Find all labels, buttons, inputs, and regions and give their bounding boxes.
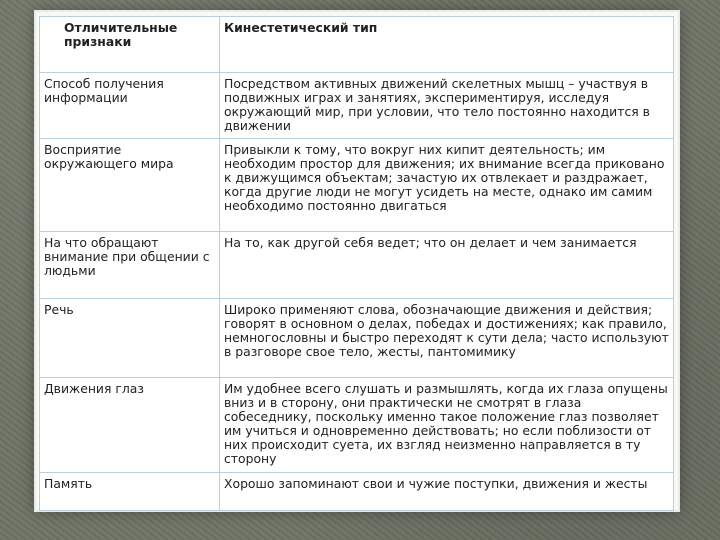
row-description: Им удобнее всего слушать и размышлять, когда их глаза опущены вниз и в сторону, они практически не смотрят в глаза собеседнику, поскольку именно такое положение глаз позволяет им учиться и одновременно действовать; но если поблизости от них происходит суета, их взгляд неизменно направляется в ту сторону [220, 378, 674, 473]
row-description: На то, как другой себя ведет; что он делает и чем занимается [220, 232, 674, 299]
table-row [40, 378, 674, 473]
table-row [40, 473, 674, 511]
table-row [40, 139, 674, 232]
row-description: Посредством активных движений скелетных мышц – участвуя в подвижных играх и занятиях, экспериментируя, исследуя окружающий мир, при условии, что тело постоянно находится в движении [220, 73, 674, 139]
row-feature: Речь [40, 299, 220, 378]
row-feature: Память [40, 473, 220, 511]
row-feature: Восприятие окружающего мира [40, 139, 220, 232]
table-header-row [40, 17, 674, 73]
row-description: Широко применяют слова, обозначающие движения и действия; говорят в основном о делах, победах и достижениях; как правило, немногословны и быстро переходят к сути дела; часто используют в разговоре свое тело, жесты, пантомимику [220, 299, 674, 378]
table-row [40, 73, 674, 139]
row-feature: На что обращают внимание при общении с людьми [40, 232, 220, 299]
comparison-table [39, 16, 674, 511]
row-description: Хорошо запоминают свои и чужие поступки, движения и жесты [220, 473, 674, 511]
header-kinesthetic: Кинестетический тип [220, 17, 674, 73]
header-features: Отличительные признаки [40, 17, 220, 73]
row-feature: Движения глаз [40, 378, 220, 473]
row-description: Привыкли к тому, что вокруг них кипит деятельность; им необходим простор для движения; их внимание всегда приковано к движущимся объектам; зачастую их отвлекает и раздражает, когда другие люди не могут усидеть на месте, однако им самим необходимо постоянно двигаться [220, 139, 674, 232]
table-row [40, 232, 674, 299]
table-row [40, 299, 674, 378]
row-feature: Способ получения информации [40, 73, 220, 139]
